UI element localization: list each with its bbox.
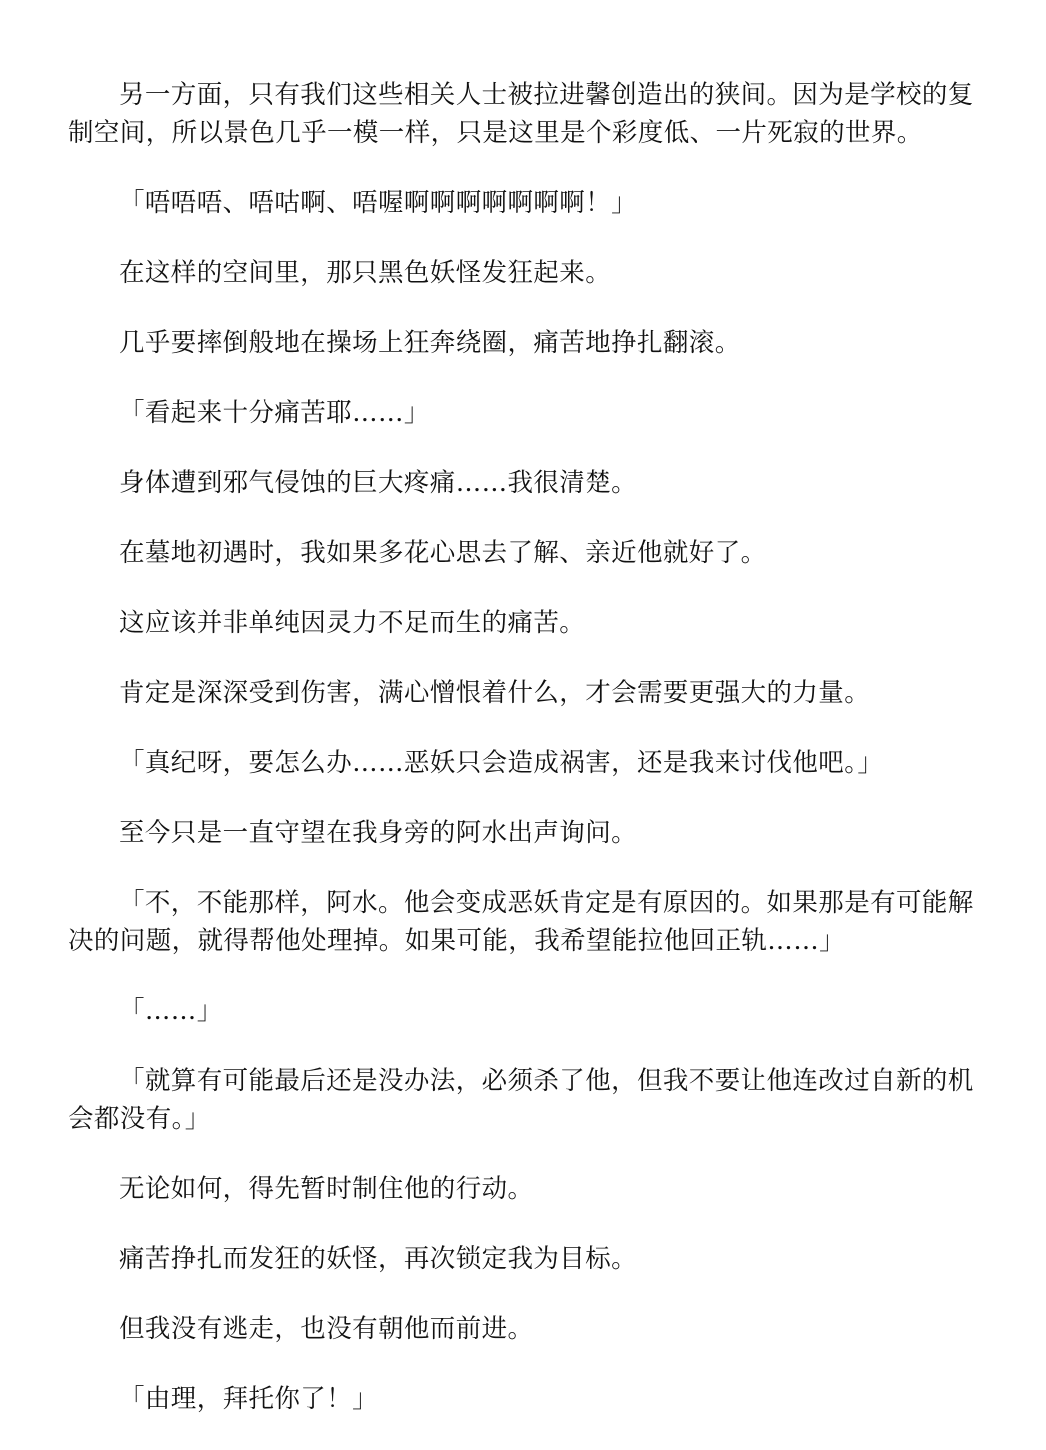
paragraph: 这应该并非单纯因灵力不足而生的痛苦。 [119,608,586,638]
dialogue-paragraph: 「真纪呀，要怎么办……恶妖只会造成祸害，还是我来讨伐他吧。」 [119,748,884,778]
paragraph: 身体遭到邪气侵蚀的巨大疼痛……我很清楚。 [119,468,638,498]
paragraph: 在墓地初遇时，我如果多花心思去了解、亲近他就好了。 [119,538,767,568]
dialogue-paragraph: 「不，不能那样，阿水。他会变成恶妖肯定是有原因的。如果那是有可能解决的问题，就得帮他处理掉。如果可能，我希望能拉他回正轨……」 [68,888,974,956]
dialogue-paragraph: 「……」 [119,996,223,1026]
paragraph: 但我没有逃走，也没有朝他而前进。 [119,1314,534,1344]
paragraph: 至今只是一直守望在我身旁的阿水出声询问。 [119,818,638,848]
dialogue-paragraph: 「由理，拜托你了！」 [119,1384,379,1414]
paragraph: 在这样的空间里，那只黑色妖怪发狂起来。 [119,258,612,288]
dialogue-paragraph: 「看起来十分痛苦耶……」 [119,398,430,428]
paragraph: 痛苦挣扎而发狂的妖怪，再次锁定我为目标。 [119,1244,638,1274]
dialogue-paragraph: 「就算有可能最后还是没办法，必须杀了他，但我不要让他连改过自新的机会都没有。」 [68,1066,974,1134]
paragraph: 无论如何，得先暂时制住他的行动。 [119,1174,534,1204]
document-page [68,76,974,1450]
paragraph: 几乎要摔倒般地在操场上狂奔绕圈，痛苦地挣扎翻滚。 [119,328,741,358]
paragraph: 肯定是深深受到伤害，满心憎恨着什么，才会需要更强大的力量。 [119,678,871,708]
paragraph: 另一方面，只有我们这些相关人士被拉进馨创造出的狭间。因为是学校的复制空间，所以景色几乎一模一样，只是这里是个彩度低、一片死寂的世界。 [68,80,974,148]
dialogue-paragraph: 「唔唔唔、唔咕啊、唔喔啊啊啊啊啊啊啊！」 [119,188,638,218]
